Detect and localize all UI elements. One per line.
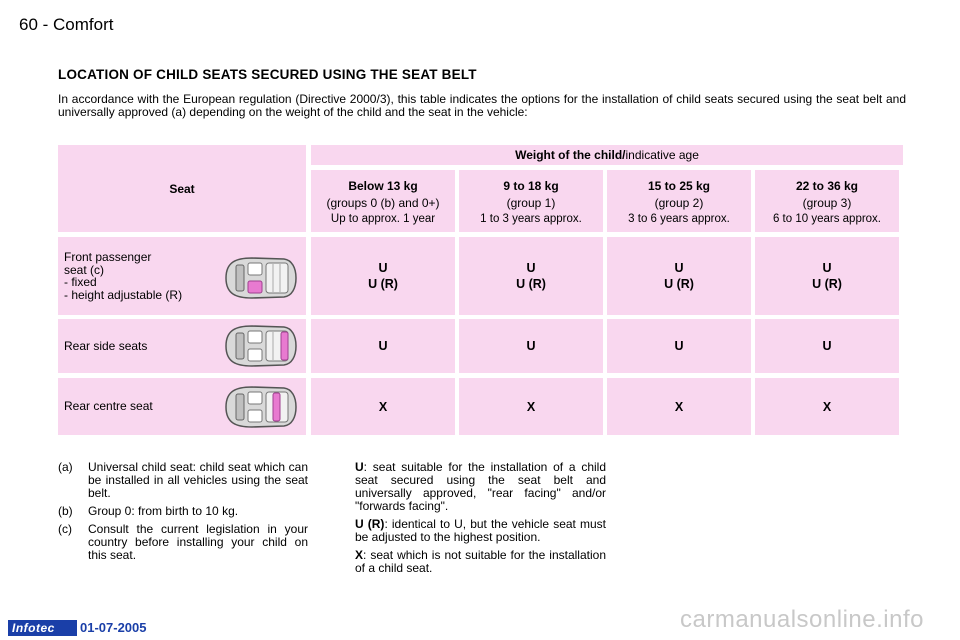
row-label-text: Rear centre seat xyxy=(64,399,153,413)
column-age: Up to approx. 1 year xyxy=(330,213,436,225)
footnote-text: Consult the current legislation in your country before installing your child on this seat. xyxy=(88,522,308,562)
legend-entry xyxy=(355,461,606,513)
cell-value: U xyxy=(674,339,684,353)
row-label-line: - fixed xyxy=(64,275,97,289)
table-cell xyxy=(755,378,899,435)
row-label-rear-centre xyxy=(58,378,306,435)
section-title: LOCATION OF CHILD SEATS SECURED USING THE SEAT BELT xyxy=(58,67,477,82)
legend-entry xyxy=(355,518,606,544)
cell-value: X xyxy=(822,399,832,414)
footnote-key: (c) xyxy=(58,522,72,536)
column-group: (groups 0 (b) and 0+) xyxy=(326,196,440,210)
weight-header xyxy=(311,145,903,165)
table-cell xyxy=(311,319,455,373)
column-age: 1 to 3 years approx. xyxy=(480,213,582,225)
weight-header-bold: Weight of the child/ xyxy=(515,148,626,162)
footnote-text: Group 0: from birth to 10 kg. xyxy=(88,504,239,518)
legend-notes xyxy=(355,461,606,580)
footnote xyxy=(58,461,308,500)
row-label-line: Front passenger xyxy=(64,250,152,264)
footnotes xyxy=(58,461,308,567)
footnote-key: (b) xyxy=(58,504,73,518)
cell-value: U (R) xyxy=(516,277,546,291)
table-cell xyxy=(311,237,455,315)
legend-text: : seat which is not suitable for the installation of a child seat. xyxy=(355,548,606,575)
cell-value: U xyxy=(674,261,684,275)
footnote-text: Universal child seat: child seat which can be installed in all vehicles using the seat belt. xyxy=(88,460,308,500)
table-cell xyxy=(607,237,751,315)
intro-paragraph: In accordance with the European regulation (Directive 2000/3), this table indicates the options for the installation of child seats secured using the seat belt and universally approved (a) depending on the weight of the child and the seat in the vehicle: xyxy=(58,92,906,119)
legend-code: U xyxy=(355,460,364,474)
table-cell xyxy=(755,237,899,315)
table-cell xyxy=(607,319,751,373)
legend-entry xyxy=(355,549,606,575)
row-label-rear-side xyxy=(58,319,306,373)
cell-value: U (R) xyxy=(812,277,842,291)
cell-value: X xyxy=(526,399,536,414)
legend-code: X xyxy=(355,548,364,562)
column-group: (group 1) xyxy=(506,196,556,210)
cell-value: U xyxy=(526,339,536,353)
table-cell xyxy=(755,319,899,373)
cell-value: U (R) xyxy=(664,277,694,291)
infotec-logo: Infotec xyxy=(8,620,77,636)
legend-code: U (R) xyxy=(355,517,385,531)
table-cell xyxy=(607,378,751,435)
row-label-front-passenger xyxy=(58,237,306,315)
legend-text: : seat suitable for the installation of a child seat secured using the seat belt and universally approved, "rear facing" and/or "forwards facing". xyxy=(355,460,606,513)
table-cell xyxy=(311,378,455,435)
row-label-line: - height adjustable (R) xyxy=(64,287,183,302)
column-header xyxy=(755,170,899,232)
column-group: (group 2) xyxy=(654,196,704,210)
footnote-key: (a) xyxy=(58,460,73,474)
table-cell xyxy=(459,237,603,315)
footnote xyxy=(58,523,308,562)
cell-value: U (R) xyxy=(368,277,398,291)
cell-value: U xyxy=(378,261,388,275)
car-seat-diagram-icon xyxy=(222,254,298,302)
cell-value: U xyxy=(378,339,388,353)
column-header xyxy=(311,170,455,232)
car-seat-diagram-icon xyxy=(222,322,298,370)
legend-text: : identical to U, but the vehicle seat must be adjusted to the highest position. xyxy=(355,517,606,544)
row-label-text xyxy=(64,251,182,301)
page-header: 60 - Comfort xyxy=(19,15,114,34)
footer-date: 01-07-2005 xyxy=(80,620,147,635)
column-weight: 9 to 18 kg xyxy=(503,179,559,193)
cell-value: U xyxy=(822,261,832,275)
column-header xyxy=(607,170,751,232)
table-cell xyxy=(459,378,603,435)
footnote xyxy=(58,505,308,518)
column-weight: 15 to 25 kg xyxy=(647,179,711,193)
column-weight: 22 to 36 kg xyxy=(795,179,859,193)
cell-value: U xyxy=(822,339,832,353)
table-cell xyxy=(459,319,603,373)
cell-value: X xyxy=(674,399,684,414)
seat-header: Seat xyxy=(58,145,306,232)
row-label-line: seat (c) xyxy=(64,262,105,277)
weight-header-normal: indicative age xyxy=(625,148,699,162)
watermark: carmanualsonline.info xyxy=(680,606,924,633)
column-age: 3 to 6 years approx. xyxy=(628,213,730,225)
column-group: (group 3) xyxy=(802,196,852,210)
cell-value: X xyxy=(378,399,388,414)
cell-value: U xyxy=(526,261,536,275)
car-seat-diagram-icon xyxy=(222,383,298,431)
column-header xyxy=(459,170,603,232)
column-weight: Below 13 kg xyxy=(348,179,418,193)
row-label-text: Rear side seats xyxy=(64,339,148,353)
column-age: 6 to 10 years approx. xyxy=(772,213,882,225)
